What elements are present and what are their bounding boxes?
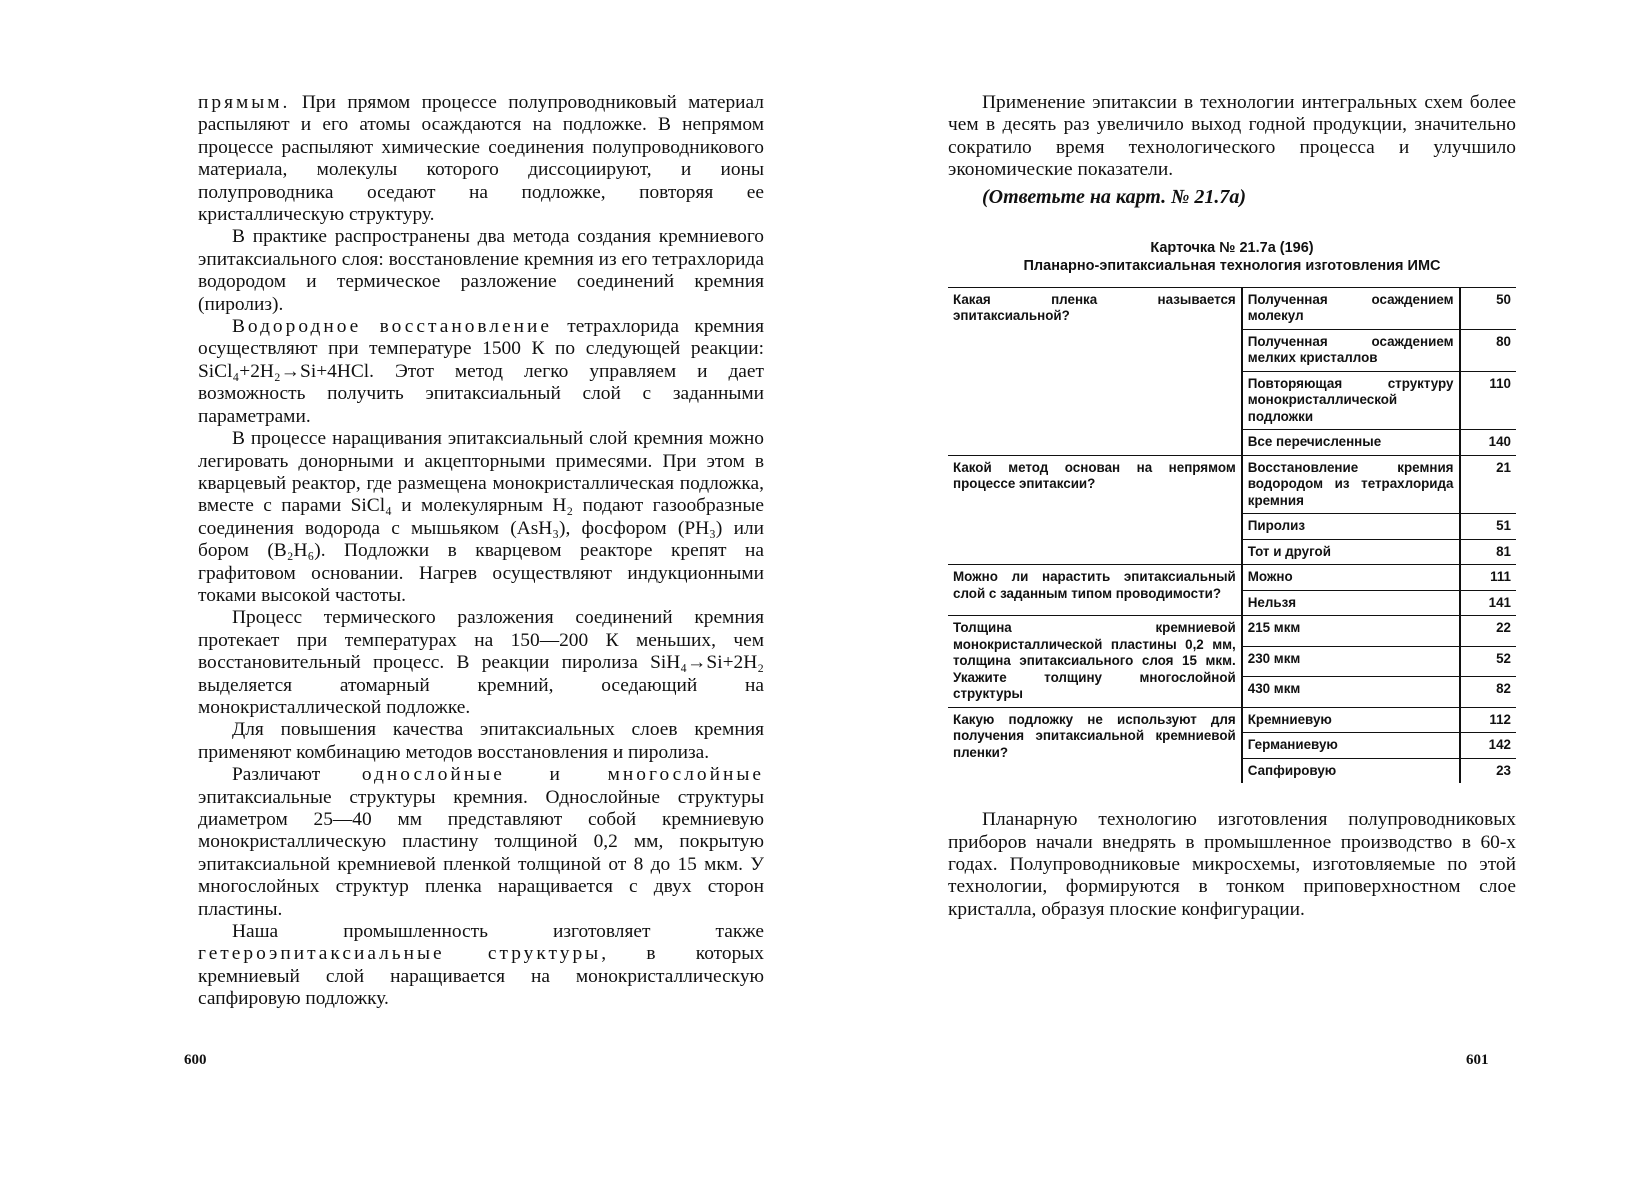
card-answer-code: 51: [1460, 514, 1517, 540]
card-question: Какая пленка называется эпитаксиальной?: [948, 287, 1242, 455]
card-answer-code: 82: [1460, 677, 1517, 708]
card-answer: Повторяющая структуру монокристаллической подложки: [1242, 371, 1460, 430]
card-answer: Полученная осаждением мелких кристаллов: [1242, 329, 1460, 371]
left-paragraph-7: [198, 764, 764, 921]
paragraph-text: тетрахлорида кремния осуществляют при температуре 1500 К по следующей реакции: SiCl₄+2H₂→Si+4HCl. Этот метод легко управляем и дает возможность получить эпитаксиальный слой с заданными параметрами.: [198, 316, 764, 427]
card-answer-code: 21: [1460, 455, 1517, 514]
card-title: Карточка № 21.7а (196): [1150, 239, 1314, 256]
left-paragraph-1: [198, 92, 764, 226]
card-subtitle: Планарно-эпитаксиальная технология изготовления ИМС: [1023, 257, 1441, 274]
card-answer: 215 мкм: [1242, 616, 1460, 647]
card-answer-code: 111: [1460, 565, 1517, 591]
left-paragraph-4: В процессе наращивания эпитаксиальный слой кремния можно легировать донорными и акцепторными примесями. При этом в кварцевый реактор, где размещена монокристаллическая подложка, вместе с парами SiCl₄ и молекулярным H₂ подают газообразные соединения водорода с мышьяком (AsH₃), фосфором (PH₃) или бором (B₂H₆). Подложки в кварцевом реакторе крепят на графитовом основании. Нагрев осуществляют индукционными токами высокой частоты.: [198, 428, 764, 606]
card-header: [948, 239, 1516, 275]
left-paragraph-6: Для повышения качества эпитаксиальных слоев кремния применяют комбинацию методов восстановления и пиролиза.: [198, 719, 764, 763]
card-answer-code: 141: [1460, 590, 1517, 616]
card-question: Можно ли нарастить эпитаксиальный слой с заданным типом проводимости?: [948, 565, 1242, 616]
card-answer-code: 52: [1460, 646, 1517, 677]
card-answer: Сапфировую: [1242, 758, 1460, 783]
paragraph-text: Наша промышленность изготовляет также: [232, 921, 764, 943]
paragraph-text: , в которых кремниевый слой наращивается на монокристаллическую сапфировую подложку.: [198, 943, 764, 1010]
right-paragraph-1: Применение эпитаксии в технологии интегральных схем более чем в десять раз увеличило выход годной продукции, значительно сократило время технологического процесса и улучшило экономические показатели.: [948, 92, 1516, 181]
right-paragraph-2: Планарную технологию изготовления полупроводниковых приборов начали внедрять в промышленное производство в 60-х годах. Полупроводниковые микросхемы, изготовляемые по этой технологии, формируются в тонком приповерхностном слое кристалла, образуя плоские конфигурации.: [948, 809, 1516, 920]
card-answer-code: 140: [1460, 430, 1517, 456]
card-row: [948, 455, 1516, 514]
card-answer: Тот и другой: [1242, 539, 1460, 565]
card-answer-code: 81: [1460, 539, 1517, 565]
card-row: [948, 616, 1516, 647]
card-answer: Пиролиз: [1242, 514, 1460, 540]
emphasis-text: Водородное восстановление: [232, 316, 552, 338]
right-page-number: 601: [1466, 1052, 1489, 1068]
card-row: [948, 287, 1516, 329]
left-page: [198, 92, 764, 1011]
left-paragraph-3: [198, 316, 764, 428]
left-paragraph-8: [198, 921, 764, 1011]
emphasis-text: гетероэпитаксиальные структуры: [198, 943, 602, 965]
emphasis-text: однослойные и многослойные: [361, 764, 764, 786]
card-answer: Полученная осаждением молекул: [1242, 287, 1460, 329]
card-answer-code: 142: [1460, 733, 1517, 759]
card-row: [948, 565, 1516, 591]
card-answer: Все перечисленные: [1242, 430, 1460, 456]
card-answer: Восстановление кремния водородом из тетрахлорида кремния: [1242, 455, 1460, 514]
card-answer: Германиевую: [1242, 733, 1460, 759]
card-answer-code: 80: [1460, 329, 1517, 371]
paragraph-text: Различают: [232, 764, 362, 786]
card-answer-code: 112: [1460, 707, 1517, 733]
card-answer-code: 110: [1460, 371, 1517, 430]
paragraph-text: эпитаксиальные структуры кремния. Однослойные структуры диаметром 25—40 мм представляют собой кремниевую монокристаллическую пластину толщиной 0,2 мм, покрытую эпитаксиальной кремниевой пленкой толщиной от 8 до 15 мкм. У многослойных структур пленка наращивается с двух сторон пластины.: [198, 786, 764, 920]
card-answer-code: 22: [1460, 616, 1517, 647]
answer-reference: (Ответьте на карт. № 21.7а): [982, 185, 1247, 208]
left-page-number: 600: [184, 1052, 207, 1068]
card-answer: Нельзя: [1242, 590, 1460, 616]
card-answer-code: 50: [1460, 287, 1517, 329]
paragraph-text: При прямом процессе полупроводниковый материал распыляют и его атомы осаждаются на подложке. В непрямом процессе распыляют химические соединения полупроводникового материала, молекулы которого диссоциируют, и ионы полупроводника оседают на подложке, повторяя ее кристаллическую структуру.: [198, 92, 764, 226]
card-answer: 230 мкм: [1242, 646, 1460, 677]
card-answer-code: 23: [1460, 758, 1517, 783]
card-question: Какую подложку не используют для получения эпитаксиальной кремниевой пленки?: [948, 707, 1242, 783]
card-answer: Кремниевую: [1242, 707, 1460, 733]
card-row: [948, 707, 1516, 733]
right-page: [948, 92, 1516, 921]
card-question: Какой метод основан на непрямом процессе эпитаксии?: [948, 455, 1242, 565]
card-question: Толщина кремниевой монокристаллической пластины 0,2 мм, толщина эпитаксиального слоя 15 мкм. Укажите толщину многослойной структуры: [948, 616, 1242, 708]
emphasis-text: прямым.: [198, 92, 291, 113]
card-answer: 430 мкм: [1242, 677, 1460, 708]
left-paragraph-5: Процесс термического разложения соединений кремния протекает при температурах на 150—200 К меньших, чем восстановительный процесс. В реакции пиролиза SiH₄→Si+2H₂ выделяется атомарный кремний, оседающий на монокристаллической подложке.: [198, 607, 764, 718]
left-paragraph-2: В практике распространены два метода создания кремниевого эпитаксиального слоя: восстановление кремния из его тетрахлорида водородом и термическое разложение соединений кремния (пиролиз).: [198, 226, 764, 315]
card-answer: Можно: [1242, 565, 1460, 591]
question-card-table: [948, 287, 1516, 784]
